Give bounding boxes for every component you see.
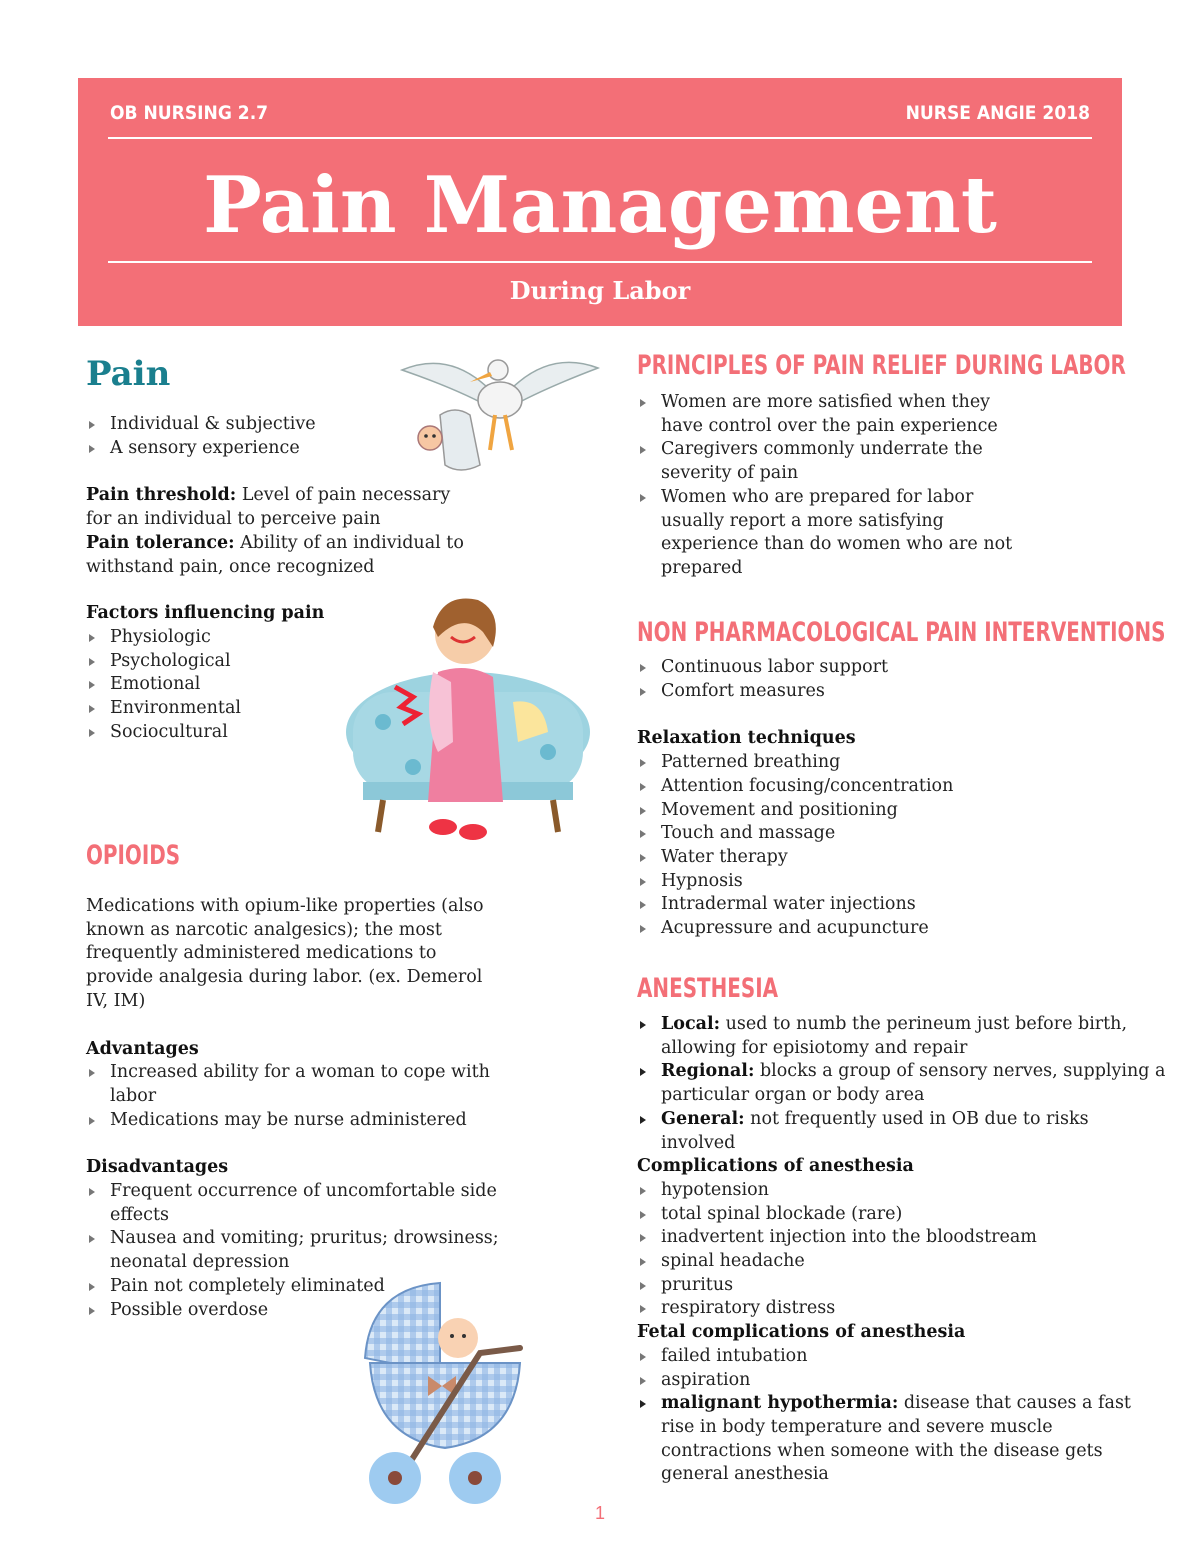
regional-text: blocks a group of sensory nerves, supplying a particular organ or body area	[661, 1061, 1166, 1106]
threshold-text: Level of pain necessary for an individual to perceive pain	[86, 485, 451, 530]
regional-term: Regional:	[661, 1061, 755, 1082]
general-term: General:	[661, 1108, 745, 1129]
threshold-term: Pain threshold:	[86, 485, 237, 506]
tolerance-definition	[86, 532, 476, 579]
list-item: Individual & subjective	[86, 413, 506, 437]
principles-heading: PRINCIPLES OF PAIN RELIEF DURING LABOR	[637, 350, 1126, 381]
factors-heading: Factors influencing pain	[86, 603, 325, 624]
relaxation-list	[637, 751, 1167, 941]
list-item: Water therapy	[637, 846, 1167, 870]
malignant-hypothermia-term: malignant hypothermia:	[661, 1393, 899, 1414]
author-label: NURSE ANGIE 2018	[905, 102, 1090, 124]
woman-in-labor-illustration	[343, 592, 593, 850]
list-item: Intradermal water injections	[637, 893, 1167, 917]
advantages-list	[86, 1061, 501, 1132]
list-item	[637, 1013, 1167, 1060]
complications-heading: Complications of anesthesia	[637, 1156, 914, 1177]
fetal-complications-list	[637, 1345, 1167, 1487]
list-item: failed intubation	[637, 1345, 1167, 1369]
list-item: Continuous labor support	[637, 656, 1167, 680]
header-banner	[78, 78, 1122, 326]
list-item: Environmental	[86, 697, 506, 721]
list-item: A sensory experience	[86, 437, 506, 461]
anesthesia-heading: ANESTHESIA	[637, 973, 779, 1004]
principles-section	[637, 391, 1037, 581]
list-item: respiratory distress	[637, 1297, 1167, 1321]
tolerance-text: Ability of an individual to withstand pain, once recognized	[86, 532, 464, 577]
local-term: Local:	[661, 1014, 721, 1034]
list-item: pruritus	[637, 1274, 1167, 1298]
list-item: Medications may be nurse administered	[86, 1109, 501, 1133]
fetal-complications-heading: Fetal complications of anesthesia	[637, 1322, 966, 1343]
list-item: Comfort measures	[637, 680, 1167, 704]
disadvantages-heading: Disadvantages	[86, 1157, 229, 1178]
page-title: Pain Management	[203, 160, 997, 251]
list-item: Emotional	[86, 673, 506, 697]
nonpharm-list	[637, 656, 1167, 703]
opioids-section	[86, 895, 501, 1322]
principles-list	[637, 391, 1037, 581]
header-divider	[108, 261, 1092, 263]
nonpharm-section	[637, 656, 1167, 941]
list-item: spinal headache	[637, 1250, 1167, 1274]
list-item: Sociocultural	[86, 721, 506, 745]
list-item: Frequent occurrence of uncomfortable side effects	[86, 1180, 501, 1227]
list-item	[637, 1392, 1151, 1487]
list-item: Pain not completely eliminated	[86, 1275, 501, 1299]
list-item: Nausea and vomiting; pruritus; drowsiness; neonatal depression	[86, 1227, 501, 1274]
nonpharm-heading: NON PHARMACOLOGICAL PAIN INTERVENTIONS	[637, 617, 1166, 648]
list-item: Acupressure and acupuncture	[637, 917, 1167, 941]
list-item: Touch and massage	[637, 822, 1167, 846]
header-divider	[108, 137, 1092, 139]
malignant-hypothermia-text: disease that causes a fast rise in body temperature and severe muscle contractions when someone with the disease gets general anesthesia	[661, 1393, 1131, 1485]
relaxation-heading: Relaxation techniques	[637, 728, 856, 749]
list-item	[637, 1108, 1101, 1155]
list-item	[637, 1060, 1167, 1107]
threshold-definition	[86, 484, 476, 531]
tolerance-term: Pain tolerance:	[86, 532, 235, 553]
advantages-heading: Advantages	[86, 1038, 199, 1059]
general-text: not frequently used in OB due to risks involved	[661, 1108, 1089, 1153]
course-label: OB NURSING 2.7	[110, 102, 269, 124]
list-item: Women are more satisfied when they have control over the pain experience	[637, 391, 1037, 438]
anesthesia-section	[637, 1013, 1167, 1487]
page-subtitle: During Labor	[509, 276, 691, 305]
list-item: Hypnosis	[637, 870, 1167, 894]
list-item: Caregivers commonly underrate the severity of pain	[637, 438, 1037, 485]
list-item: Possible overdose	[86, 1299, 501, 1323]
opioids-heading: OPIOIDS	[86, 840, 181, 871]
pain-heading: Pain	[86, 354, 171, 394]
list-item: Physiologic	[86, 626, 506, 650]
complications-list	[637, 1179, 1167, 1321]
list-item: Increased ability for a woman to cope with labor	[86, 1061, 501, 1108]
list-item: Patterned breathing	[637, 751, 1167, 775]
list-item: Movement and positioning	[637, 799, 1167, 823]
list-item: aspiration	[637, 1369, 1167, 1393]
list-item: total spinal blockade (rare)	[637, 1203, 1167, 1227]
list-item: hypotension	[637, 1179, 1167, 1203]
stork-illustration	[400, 350, 600, 475]
local-text: used to numb the perineum just before birth, allowing for episiotomy and repair	[661, 1014, 1128, 1058]
opioids-description: Medications with opium-like properties (also known as narcotic analgesics); the most frequently administered medications to provide analgesia during labor. (ex. Demerol IV, IM)	[86, 896, 484, 1011]
anesthesia-types-list	[637, 1013, 1167, 1155]
list-item: inadvertent injection into the bloodstream	[637, 1226, 1167, 1250]
baby-carriage-illustration	[350, 1278, 530, 1510]
list-item: Women who are prepared for labor usually report a more satisfying experience than do women who are not prepared	[637, 486, 1037, 581]
list-item: Psychological	[86, 650, 506, 674]
list-item: Attention focusing/concentration	[637, 775, 1167, 799]
page-number: 1	[594, 1503, 605, 1523]
